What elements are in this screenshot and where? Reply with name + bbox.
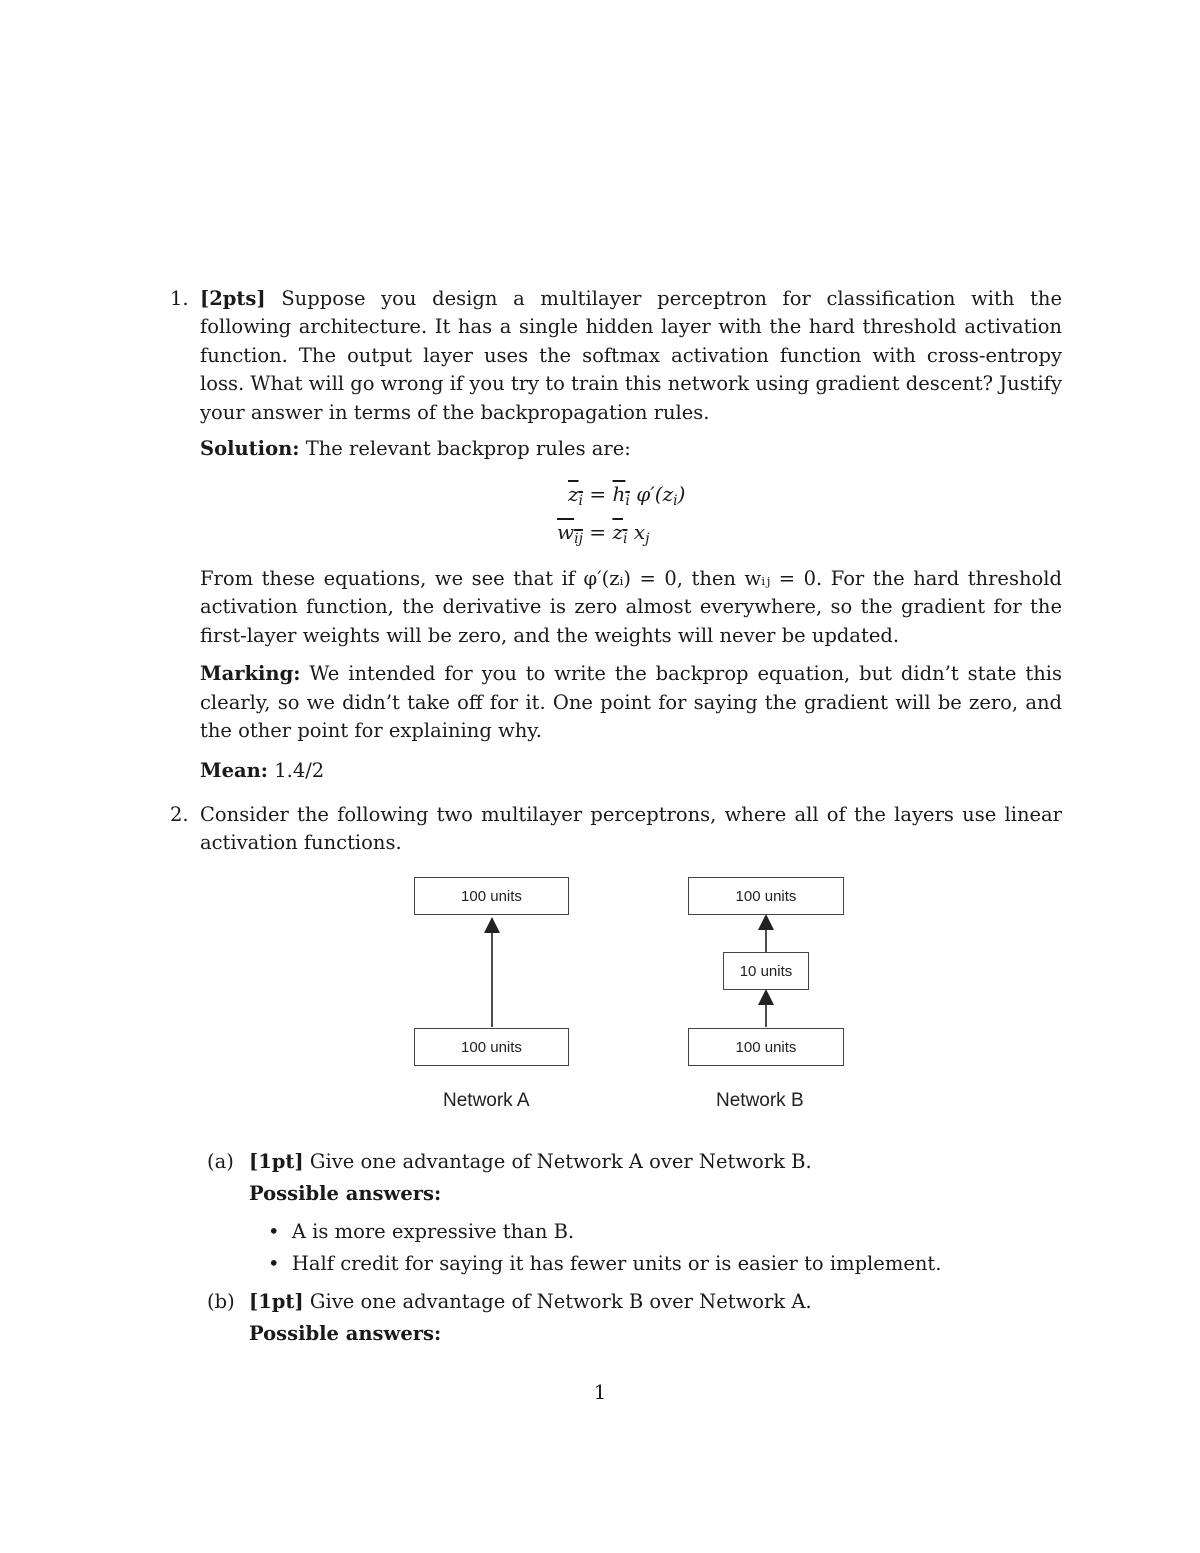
eq2-rhs-z: $z_i$ [612,520,628,547]
eq2-lhs: $w_{ij}$ [557,520,583,547]
marking-paragraph [200,660,1062,745]
subquestion-tag: (b) [207,1290,235,1313]
network-b-middle-layer: 10 units [723,952,809,990]
answers-label: Possible answers: [249,1182,442,1205]
solution-intro [200,435,1062,463]
subquestion-a [207,1146,1057,1210]
solution-intro-text: The relevant backprop rules are: [305,437,631,461]
solution-label: Solution: [200,437,300,461]
subquestion-b [207,1286,1057,1350]
equation-1: $z_i = h_i$ $\varphi'(z_i)$ [568,482,686,509]
answer-text: Half credit for saying it has fewer units or is easier to implement. [291,1252,942,1275]
mean-paragraph [200,757,1062,785]
marking-text: We intended for you to write the backprop equation, but didn’t state this clearly, so we didn’t take off for it. One point for saying the gradient will be zero, and the other point for explaining why. [200,662,1063,743]
answers-label: Possible answers: [249,1322,442,1345]
eq1-lhs: $z_i$ [568,482,584,509]
mean-label: Mean: [200,759,269,783]
question-number: 2. [170,803,189,826]
equation-2: $w_{ij} = z_i$ $x_j$ [557,520,650,547]
answer-text: A is more expressive than B. [291,1220,575,1243]
network-diagram [400,870,860,1120]
question-number: 1. [170,287,189,310]
answer-bullet: • A is more expressive than B. [268,1220,575,1243]
prompt-text: Suppose you design a multilayer perceptron for classification with the following architecture. It has a single hidden layer with the hard threshold activation function. The output layer uses the softmax activation function with cross-entropy loss. What will go wrong if you try to train this network using gradient descent? Justify your answer in terms of the backpropagation rules. [200,287,1063,424]
subquestion-prompt: Give one advantage of Network B over Network A. [309,1290,812,1313]
network-b-label: Network B [716,1090,804,1111]
network-b-bottom-layer: 100 units [688,1028,844,1066]
question-prompt: Consider the following two multilayer perceptrons, where all of the layers use linear activation functions. [200,803,1062,855]
question-1-continued [170,565,1062,786]
network-a-label: Network A [443,1090,530,1111]
points-label: [1pt] [249,1290,304,1313]
page-number: 1 [593,1380,607,1404]
eq1-rhs-h: $h_i$ [612,482,630,509]
network-a-bottom-layer: 100 units [414,1028,569,1066]
subquestion-prompt: Give one advantage of Network A over Network B. [309,1150,812,1173]
question-1 [170,285,1062,463]
points-label: [1pt] [249,1150,304,1173]
mean-value: 1.4/2 [274,759,325,783]
answer-bullet: • Half credit for saying it has fewer units or is easier to implement. [268,1252,942,1275]
points-label: [2pts] [200,287,266,310]
question-prompt [200,285,1062,427]
marking-label: Marking: [200,662,301,686]
explanation-text: From these equations, we see that if φ′(zᵢ) = 0, then wᵢⱼ = 0. For the hard threshold activation function, the derivative is zero almost everywhere, so the gradient for the first-layer weights will be zero, and the weights will never be updated. [200,567,1062,647]
network-a-top-layer: 100 units [414,877,569,915]
question-2 [170,801,1062,858]
network-b-top-layer: 100 units [688,877,844,915]
subquestion-tag: (a) [207,1150,234,1173]
